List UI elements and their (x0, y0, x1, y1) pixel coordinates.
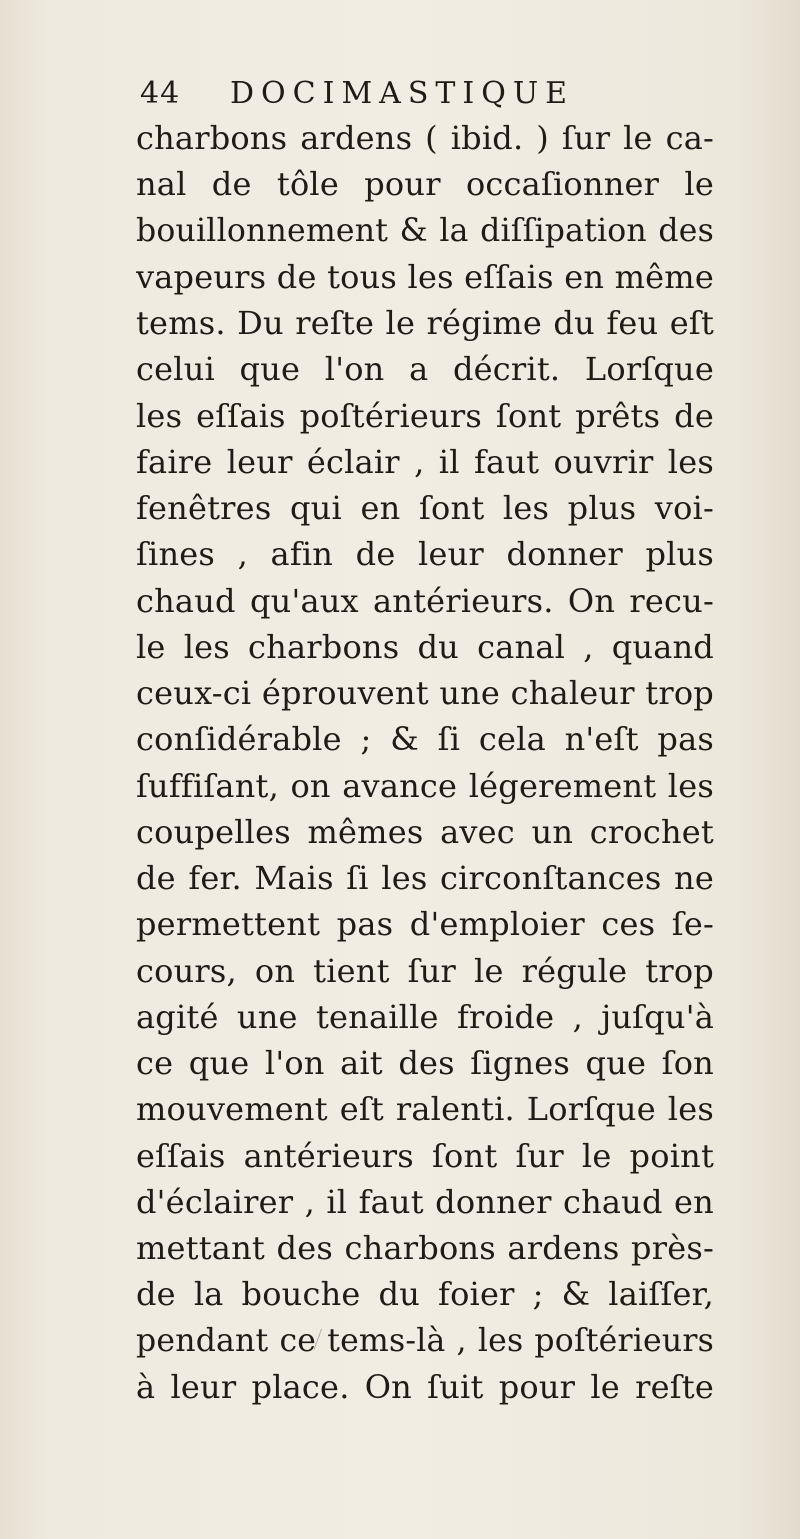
text-line: charbons ardens ( ibid. ) ſur le ca- (136, 119, 714, 157)
text-line: conſidérable ; & ſi cela n'eſt pas (136, 720, 714, 759)
text-line: vapeurs de tous les eſſais en même (136, 257, 714, 296)
body-text (136, 115, 714, 1410)
text-line: ſines , afin de leur donner plus (136, 535, 714, 574)
text-line: fenêtres qui en ſont les plus voi- (136, 489, 714, 527)
text-line: faire leur éclair , il faut ouvrir les (136, 442, 714, 481)
text-line: ce que l'on ait des ſignes que ſon (136, 1044, 714, 1082)
text-line: chaud qu'aux antérieurs. On recu- (136, 581, 714, 620)
text-line: cours, on tient ſur le régule trop (136, 951, 714, 990)
text-line: nal de tôle pour occaſionner le (136, 165, 714, 204)
text-line: mettant des charbons ardens près- (136, 1229, 714, 1267)
text-line: celui que l'on a décrit. Lorſque (136, 350, 714, 389)
text-line: les eſſais poſtérieurs ſont prêts de (136, 396, 714, 435)
text-line: agité une tenaille froide , juſqu'à (136, 997, 714, 1036)
page-number: 44 (140, 76, 181, 111)
text-line: pendant ce tems-là , les poſtérieurs (136, 1322, 714, 1359)
text-line: le les charbons du canal , quand (136, 627, 714, 666)
text-line: d'éclairer , il faut donner chaud en (136, 1182, 714, 1221)
text-line: de fer. Mais ſi les circonſtances ne (136, 859, 714, 897)
text-line: ceux-ci éprouvent une chaleur trop (136, 674, 714, 712)
text-line: de la bouche du foier ; & laiſſer, (136, 1275, 714, 1314)
text-line: coupelles mêmes avec un crochet (136, 812, 714, 851)
text-line: permettent pas d'emploier ces ſe- (136, 905, 714, 944)
text-line: à leur place. On ſuit pour le reſte (136, 1367, 714, 1406)
page-header (140, 72, 700, 116)
running-title: DOCIMASTIQUE (230, 76, 575, 111)
text-line: mouvement eſt ralenti. Lorſque les (136, 1090, 714, 1129)
text-line: tems. Du reſte le régime du feu eſt (136, 304, 714, 342)
text-line: bouillonnement & la diſſipation des (136, 212, 714, 249)
text-line: eſſais antérieurs ſont ſur le point (136, 1136, 714, 1175)
text-line: ſuffiſant, on avance légerement les (136, 766, 714, 805)
